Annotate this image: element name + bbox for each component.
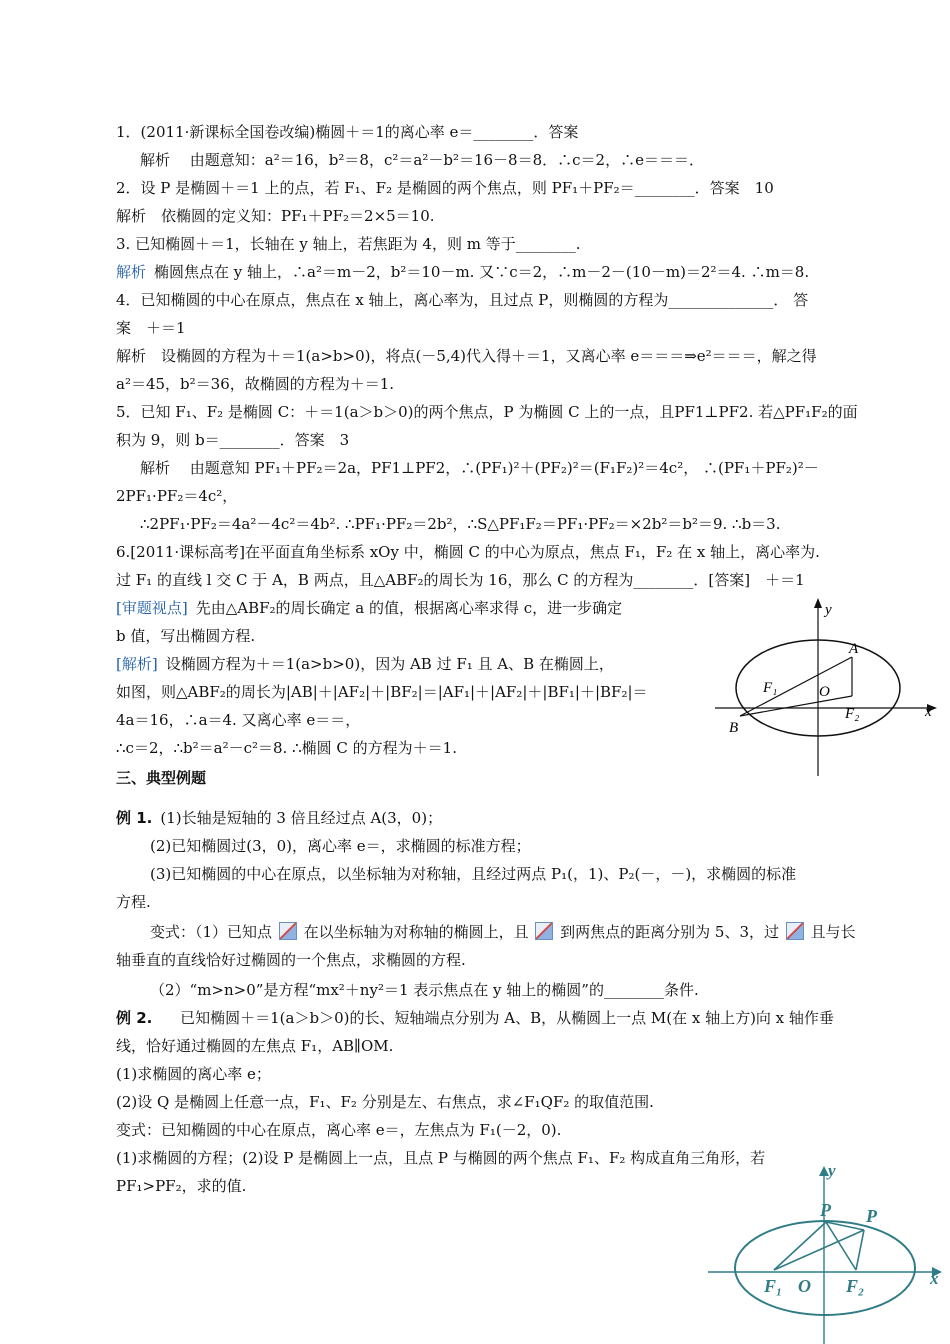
ellipse-figure-1 bbox=[705, 596, 950, 781]
line-text: (1)长轴是短轴的 3 倍且经过点 A(3，0)； bbox=[160, 809, 443, 827]
missing-image-icon bbox=[786, 922, 804, 940]
chord-ab bbox=[740, 657, 852, 716]
text-line bbox=[140, 150, 704, 170]
text-line bbox=[116, 206, 435, 226]
line-text: 4a＝16，∴a＝4. 又离心率 e＝＝， bbox=[116, 711, 361, 729]
label-f2: F₂ bbox=[846, 1276, 865, 1296]
label-y: y bbox=[825, 602, 832, 618]
label-o: O bbox=[819, 684, 830, 700]
label-o: O bbox=[798, 1276, 811, 1296]
text-line bbox=[116, 892, 151, 912]
label-a: A bbox=[849, 641, 859, 657]
text-line bbox=[116, 402, 858, 422]
text-line bbox=[116, 768, 206, 788]
label-x: x bbox=[930, 1269, 939, 1288]
text-line bbox=[116, 1120, 561, 1140]
line-text: (2)已知椭圆过(3，0)，离心率 e＝，求椭圆的标准方程； bbox=[150, 837, 531, 855]
label-b: B bbox=[729, 720, 739, 736]
label-y: y bbox=[828, 1161, 836, 1180]
y-axis-arrow bbox=[814, 598, 822, 608]
text-line bbox=[116, 542, 820, 562]
line-text: a²＝45，b²＝36，故椭圆的方程为＋＝1. bbox=[116, 375, 395, 393]
line-text: 过 F₁ 的直线 l 交 C 于 A，B 两点，且△ABF₂的周长为 16，那么 C 的方程为________．[答案] ＋＝1 bbox=[116, 571, 805, 589]
line-text: 5．已知 F₁、F₂ 是椭圆 C：＋＝1(a＞b＞0)的两个焦点，P 为椭圆 C 上的一点，且PF1⊥PF2. 若△PF₁F₂的面 bbox=[116, 403, 858, 421]
ellipse bbox=[735, 1221, 915, 1315]
text-line bbox=[116, 570, 805, 590]
segment-bf2 bbox=[740, 696, 852, 716]
line-text: 1．(2011·新课标全国卷改编)椭圆＋＝1的离心率 e＝________．答案 bbox=[116, 123, 579, 141]
text-line bbox=[116, 1008, 834, 1028]
text-line bbox=[150, 864, 796, 884]
line-text: 到两焦点的距离分别为 5、3，过 bbox=[555, 923, 784, 941]
text-line bbox=[116, 654, 614, 674]
line-text: 解析 由题意知：a²＝16，b²＝8，c²＝a²－b²＝16－8＝8．∴c＝2，∴e＝＝＝． bbox=[140, 151, 704, 169]
line-text: 变式：（1）已知点 bbox=[150, 923, 277, 941]
line-text: 三、典型例题 bbox=[116, 769, 207, 787]
text-line bbox=[116, 738, 457, 758]
line-text: 2PF₁·PF₂＝4c²， bbox=[116, 487, 238, 505]
line-text: （2）“m>n>0”是方程“mx²＋ny²＝1 表示焦点在 y 轴上的椭圆”的________条件. bbox=[150, 981, 699, 999]
text-line bbox=[116, 1176, 246, 1196]
text-line bbox=[116, 1036, 393, 1056]
text-line bbox=[116, 290, 808, 310]
text-line bbox=[116, 178, 774, 198]
line-prefix: 例 1. bbox=[116, 809, 153, 827]
line-text: PF₁>PF₂，求的值. bbox=[116, 1177, 247, 1195]
line-text: (2)设 Q 是椭圆上任意一点，F₁、F₂ 分别是左、右焦点，求∠F₁QF₂ 的取值范围. bbox=[116, 1093, 654, 1111]
line-text: 在以坐标轴为对称轴的椭圆上，且 bbox=[298, 923, 534, 941]
text-line bbox=[150, 922, 856, 942]
line-text: 解析 设椭圆的方程为＋＝1(a>b>0)，将点(－5,4)代入得＋＝1，又离心率 e＝＝＝⇒e²＝＝＝，解之得 bbox=[116, 347, 817, 365]
line-text: 案 ＋＝1 bbox=[116, 319, 186, 337]
line-text: (3)已知椭圆的中心在原点，以坐标轴为对称轴，且经过两点 P₁(，1)、P₂(－，－)，求椭圆的标准 bbox=[150, 865, 797, 883]
text-line bbox=[116, 710, 360, 730]
label-x: x bbox=[925, 704, 932, 720]
missing-image-icon bbox=[535, 922, 553, 940]
line-text: 解析 依椭圆的定义知：PF₁＋PF₂＝2×5＝10. bbox=[116, 207, 435, 225]
text-line bbox=[140, 458, 819, 478]
missing-image-icon bbox=[279, 922, 297, 940]
line-text: 线，恰好通过椭圆的左焦点 F₁，AB∥OM. bbox=[116, 1037, 394, 1055]
text-line bbox=[116, 262, 809, 282]
text-line bbox=[116, 598, 622, 618]
line-text: 设椭圆方程为＋＝1(a>b>0)，因为 AB 过 F₁ 且 A、B 在椭圆上， bbox=[165, 655, 614, 673]
line-text: 先由△ABF₂的周长确定 a 的值，根据离心率求得 c，进一步确定 bbox=[195, 599, 623, 617]
segment-p2-f2 bbox=[856, 1230, 864, 1270]
segment-p2-f1 bbox=[774, 1230, 864, 1270]
label-p2: P bbox=[866, 1206, 877, 1226]
line-text: b 值，写出椭圆方程. bbox=[116, 627, 256, 645]
line-text: ∴c＝2，∴b²＝a²－c²＝8. ∴椭圆 C 的方程为＋＝1. bbox=[116, 739, 457, 757]
line-text: 轴垂直的直线恰好过椭圆的一个焦点，求椭圆的方程. bbox=[116, 951, 466, 969]
line-text: 已知椭圆＋＝1(a＞b＞0)的长、短轴端点分别为 A、B，从椭圆上一点 M(在 x 轴上方)向 x 轴作垂 bbox=[160, 1009, 834, 1027]
label-f2: F₂ bbox=[845, 706, 860, 722]
label-f1: F₁ bbox=[764, 1276, 783, 1296]
line-text: 方程. bbox=[116, 893, 151, 911]
label-f1: F₁ bbox=[763, 680, 778, 696]
text-line bbox=[150, 836, 531, 856]
line-text: 2．设 P 是椭圆＋＝1 上的点，若 F₁、F₂ 是椭圆的两个焦点，则 PF₁＋PF₂＝________．答案 10 bbox=[116, 179, 774, 197]
text-line bbox=[116, 346, 817, 366]
ellipse-figure-2 bbox=[708, 1160, 950, 1344]
line-prefix: [解析] bbox=[116, 655, 158, 673]
text-line bbox=[116, 808, 442, 828]
text-line bbox=[116, 430, 349, 450]
line-text: (1)求椭圆的方程；(2)设 P 是椭圆上一点，且点 P 与椭圆的两个焦点 F₁、F₂ 构成直角三角形，若 bbox=[116, 1149, 766, 1167]
text-line bbox=[116, 486, 237, 506]
text-line bbox=[116, 1092, 654, 1112]
segment-p-f1 bbox=[774, 1222, 826, 1270]
line-prefix: 例 2. bbox=[116, 1009, 153, 1027]
text-line bbox=[140, 514, 781, 534]
line-text: 椭圆焦点在 y 轴上，∴a²＝m－2，b²＝10－m. 又∵c＝2，∴m－2－(10－m)＝2²＝4. ∴m＝8. bbox=[154, 263, 810, 281]
line-text: 4．已知椭圆的中心在原点，焦点在 x 轴上，离心率为，且过点 P，则椭圆的方程为______________． 答 bbox=[116, 291, 809, 309]
line-text: 积为 9，则 b＝________．答案 3 bbox=[116, 431, 350, 449]
line-text: 如图，则△ABF₂的周长为|AB|＋|AF₂|＋|BF₂|＝|AF₁|＋|AF₂|＋|BF₁|＋|BF₂|＝ bbox=[116, 683, 648, 701]
text-line bbox=[116, 682, 648, 702]
line-prefix: 解析 bbox=[116, 263, 147, 281]
line-text: 6.[2011·课标高考]在平面直角坐标系 xOy 中，椭圆 C 的中心为原点，焦点 F₁，F₂ 在 x 轴上，离心率为. bbox=[116, 543, 820, 561]
line-text: 变式：已知椭圆的中心在原点，离心率 e＝，左焦点为 F₁(－2，0). bbox=[116, 1121, 562, 1139]
line-text: (1)求椭圆的离心率 e； bbox=[116, 1065, 271, 1083]
line-text: ∴2PF₁·PF₂＝4a²－4c²＝4b². ∴PF₁·PF₂＝2b²，∴S△PF₁F₂＝PF₁·PF₂＝×2b²＝b²＝9. ∴b＝3. bbox=[140, 515, 781, 533]
text-line bbox=[116, 1064, 271, 1084]
text-line bbox=[116, 374, 394, 394]
text-line bbox=[116, 950, 466, 970]
line-text: 3. 已知椭圆＋＝1，长轴在 y 轴上，若焦距为 4，则 m 等于________. bbox=[116, 235, 581, 253]
text-line bbox=[116, 234, 580, 254]
text-line bbox=[116, 318, 186, 338]
line-text: 且与长 bbox=[805, 923, 856, 941]
text-line bbox=[116, 626, 255, 646]
label-p1: P bbox=[820, 1200, 831, 1220]
segment-p-f2 bbox=[826, 1222, 856, 1270]
line-prefix: [审题视点] bbox=[116, 599, 188, 617]
text-line bbox=[116, 122, 578, 142]
text-line bbox=[150, 980, 699, 1000]
text-line bbox=[116, 1148, 765, 1168]
line-text: 解析 由题意知 PF₁＋PF₂＝2a，PF1⊥PF2，∴(PF₁)²＋(PF₂)²＝(F₁F₂)²＝4c²， ∴(PF₁＋PF₂)²－ bbox=[140, 459, 819, 477]
